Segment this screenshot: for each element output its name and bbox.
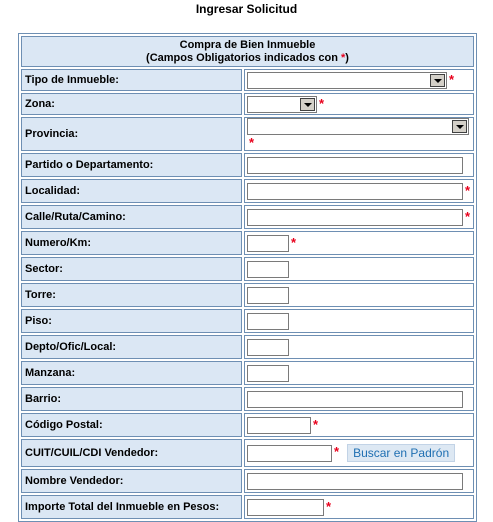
required-icon: *	[449, 71, 455, 87]
manzana-label: Manzana:	[21, 361, 242, 385]
localidad-label: Localidad:	[21, 179, 242, 203]
numero-label: Numero/Km:	[21, 231, 242, 255]
numero-input[interactable]	[247, 235, 289, 252]
buscar-padron-button[interactable]: Buscar en Padrón	[347, 444, 455, 462]
tipo-inmueble-select[interactable]	[247, 72, 447, 89]
cuit-input[interactable]	[247, 445, 332, 462]
manzana-input[interactable]	[247, 365, 289, 382]
required-icon: *	[249, 135, 255, 150]
form-header-note: (Campos Obligatorios indicados con *)	[146, 51, 349, 64]
required-icon: *	[326, 498, 332, 514]
provincia-select[interactable]	[247, 118, 469, 135]
nombre-vendedor-input[interactable]	[247, 473, 463, 490]
codigo-postal-input[interactable]	[247, 417, 311, 434]
required-icon: *	[465, 208, 471, 224]
partido-label: Partido o Departamento:	[21, 153, 242, 177]
codigo-postal-label: Código Postal:	[21, 413, 242, 437]
torre-input[interactable]	[247, 287, 289, 304]
purchase-form	[18, 33, 477, 522]
required-icon: *	[465, 182, 471, 198]
tipo-inmueble-label: Tipo de Inmueble:	[21, 69, 242, 91]
page-title: Ingresar Solicitud	[195, 2, 298, 16]
cuit-label: CUIT/CUIL/CDI Vendedor:	[21, 439, 242, 467]
required-icon: *	[313, 416, 319, 432]
required-icon: *	[334, 444, 340, 459]
barrio-label: Barrio:	[21, 387, 242, 411]
calle-label: Calle/Ruta/Camino:	[21, 205, 242, 229]
piso-input[interactable]	[247, 313, 289, 330]
form-header-title: Compra de Bien Inmueble	[179, 38, 316, 51]
form-header	[21, 36, 474, 67]
zona-select[interactable]	[247, 96, 317, 113]
depto-label: Depto/Ofic/Local:	[21, 335, 242, 359]
dropdown-arrow-icon[interactable]	[452, 120, 467, 133]
barrio-input[interactable]	[247, 391, 463, 408]
partido-input[interactable]	[247, 157, 463, 174]
nombre-vendedor-label: Nombre Vendedor:	[21, 469, 242, 493]
piso-label: Piso:	[21, 309, 242, 333]
sector-input[interactable]	[247, 261, 289, 278]
importe-label: Importe Total del Inmueble en Pesos:	[21, 495, 242, 519]
depto-input[interactable]	[247, 339, 289, 356]
calle-input[interactable]	[247, 209, 463, 226]
importe-input[interactable]	[247, 499, 324, 516]
provincia-label: Provincia:	[21, 117, 242, 151]
required-icon: *	[291, 234, 297, 250]
sector-label: Sector:	[21, 257, 242, 281]
dropdown-arrow-icon[interactable]	[300, 98, 315, 111]
dropdown-arrow-icon[interactable]	[430, 74, 445, 87]
torre-label: Torre:	[21, 283, 242, 307]
required-icon: *	[319, 95, 325, 111]
localidad-input[interactable]	[247, 183, 463, 200]
zona-label: Zona:	[21, 93, 242, 115]
